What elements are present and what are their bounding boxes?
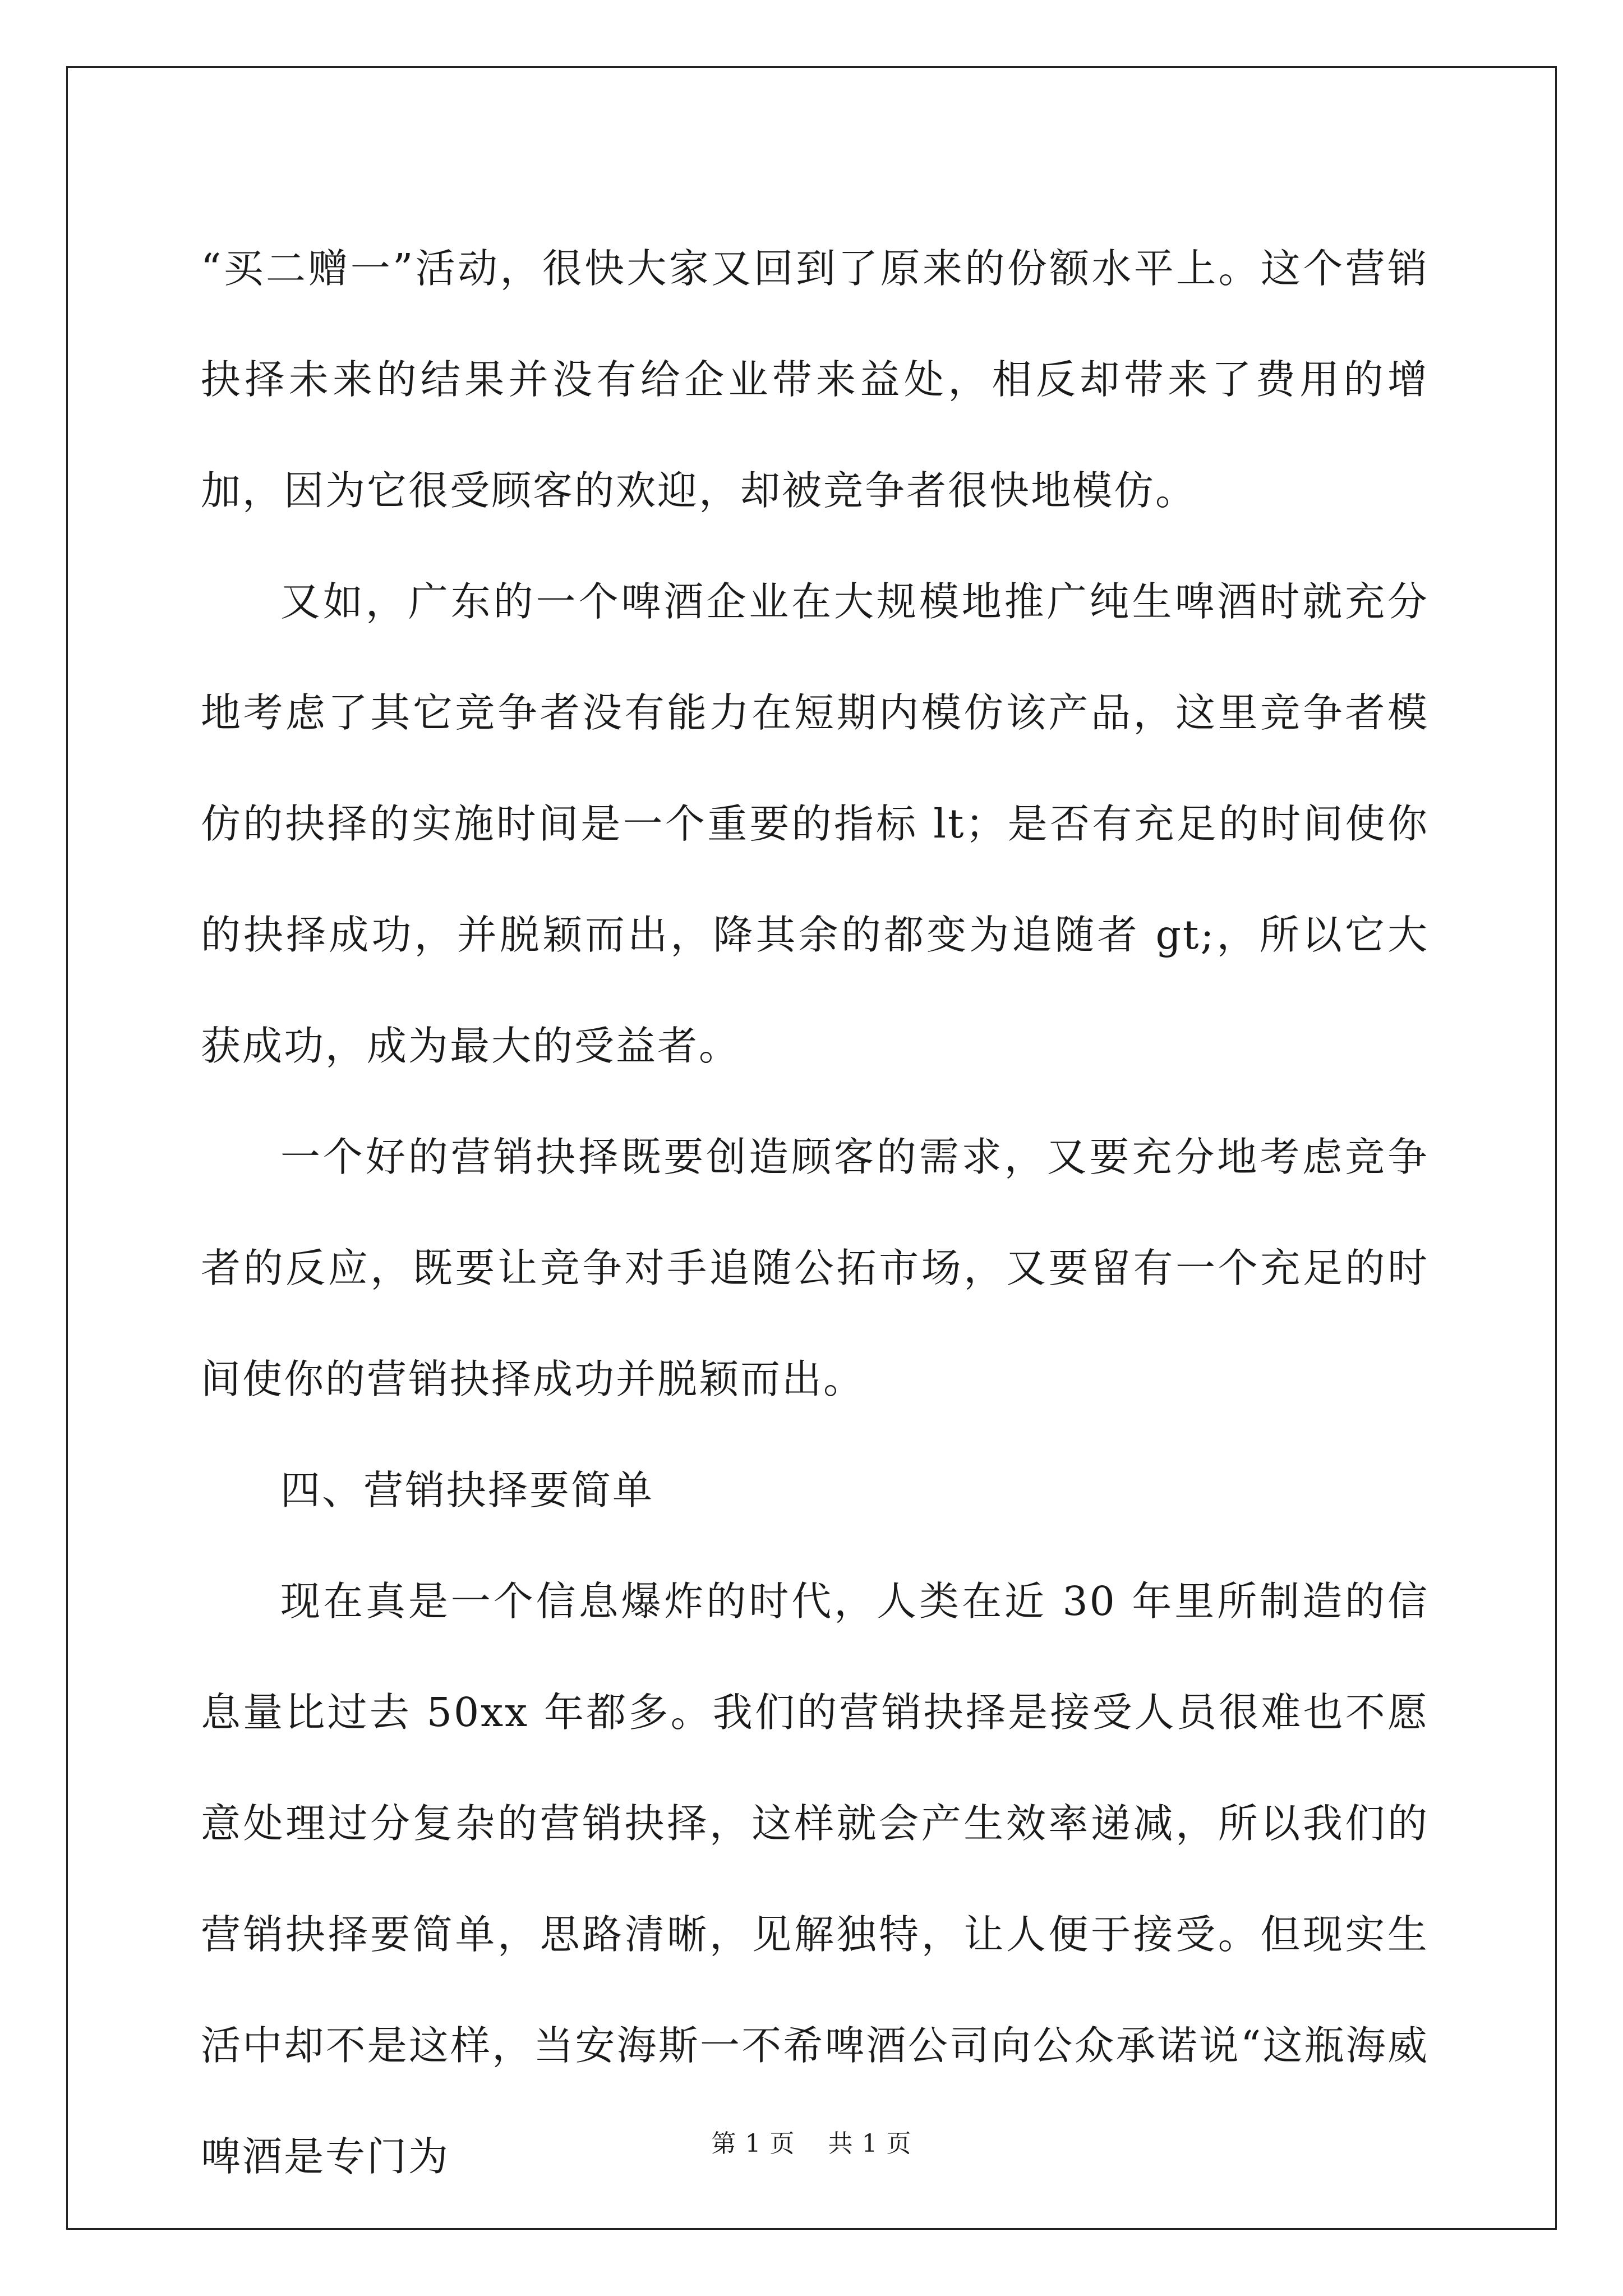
page-footer [0,2123,1623,2159]
paragraph-continuation: “买二赠一”活动，很快大家又回到了原来的份额水平上。这个营销抉择未来的结果并没有给企业带来益处，相反却带来了费用的增加，因为它很受顾客的欢迎，却被竞争者很快地模仿。 [201,245,1429,514]
section-heading: 四、营销抉择要简单 [280,1467,654,1513]
document-body [201,213,1429,2212]
paragraph-information-era: 现在真是一个信息爆炸的时代，人类在近 30 年里所制造的信息量比过去 50xx 年都多。我们的营销抉择是接受人员很难也不愿意处理过分复杂的营销抉择，这样就会产生效率递减，所以我们的营销抉择要简单，思路清晰，见解独特，让人便于接受。但现实生活中却不是这样，当安海斯一不希啤酒公司向公众承诺说“这瓶海威啤酒是专门为 [201,1578,1429,2180]
page-total: 共 1 页 [828,2129,912,2158]
paragraph-beer-example: 又如，广东的一个啤酒企业在大规模地推广纯生啤酒时就充分地考虑了其它竞争者没有能力在短期内模仿该产品，这里竞争者模仿的抉择的实施时间是一个重要的指标 lt；是否有充足的时间使你的抉择成功，并脱颖而出，降其余的都变为追随者 gt;，所以它大获成功，成为最大的受益者。 [201,578,1429,1069]
page-number: 第 1 页 [711,2129,795,2158]
paragraph-good-strategy: 一个好的营销抉择既要创造顾客的需求，又要充分地考虑竞争者的反应，既要让竞争对手追随公拓市场，又要留有一个充足的时间使你的营销抉择成功并脱颖而出。 [201,1134,1429,1402]
